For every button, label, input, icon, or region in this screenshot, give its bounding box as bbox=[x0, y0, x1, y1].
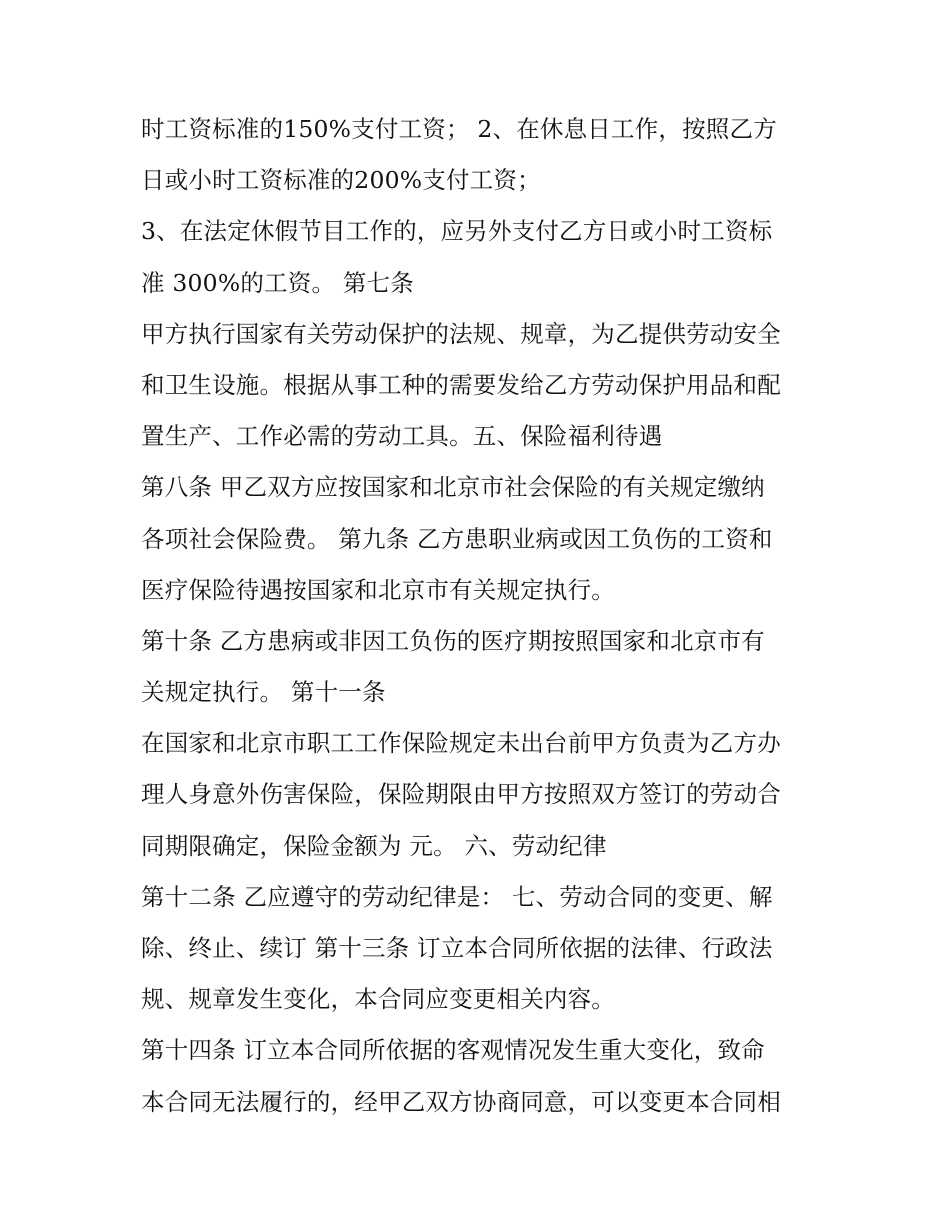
text-line: 同期限确定，保险金额为 元。 六、劳动纪律 bbox=[141, 831, 607, 860]
text-line: 理人身意外伤害保险，保险期限由甲方按照双方签订的劳动合 bbox=[141, 780, 781, 809]
text-line: 关规定执行。 第十一条 bbox=[141, 678, 386, 707]
text-line: 甲方执行国家有关劳动保护的法规、规章，为乙提供劳动安全 bbox=[141, 319, 781, 348]
text-line: 本合同无法履行的，经甲乙双方协商同意，可以变更本合同相 bbox=[141, 1087, 781, 1116]
text-line: 准 300%的工资。 第七条 bbox=[141, 268, 414, 297]
text-line: 除、终止、续订 第十三条 订立本合同所依据的法律、行政法 bbox=[141, 934, 773, 962]
text-line: 第十二条 乙应遵守的劳动纪律是： 七、劳动合同的变更、解 bbox=[141, 882, 773, 911]
text-line: 时工资标准的150%支付工资； 2、在休息日工作，按照乙方 bbox=[141, 115, 777, 143]
text-line: 在国家和北京市职工工作保险规定未出台前甲方负责为乙方办 bbox=[141, 729, 781, 758]
text-line: 各项社会保险费。 第九条 乙方患职业病或因工负伤的工资和 bbox=[141, 524, 773, 553]
text-line: 日或小时工资标准的200%支付工资； bbox=[141, 166, 541, 195]
text-line: 置生产、工作必需的劳动工具。五、保险福利待遇 bbox=[141, 422, 663, 451]
text-line: 医疗保险待遇按国家和北京市有关规定执行。 bbox=[141, 575, 615, 604]
text-line: 第八条 甲乙双方应按国家和北京市社会保险的有关规定缴纳 bbox=[141, 473, 765, 502]
text-line: 第十四条 订立本合同所依据的客观情况发生重大变化，致命 bbox=[141, 1036, 765, 1065]
text-line: 3、在法定休假节目工作的，应另外支付乙方日或小时工资标 bbox=[141, 217, 773, 246]
document-body bbox=[141, 104, 841, 1128]
text-line: 第十条 乙方患病或非因工负伤的医疗期按照国家和北京市有 bbox=[141, 626, 765, 655]
text-line: 和卫生设施。根据从事工种的需要发给乙方劳动保护用品和配 bbox=[141, 370, 781, 399]
text-line: 规、规章发生变化，本合同应变更相关内容。 bbox=[141, 985, 615, 1014]
